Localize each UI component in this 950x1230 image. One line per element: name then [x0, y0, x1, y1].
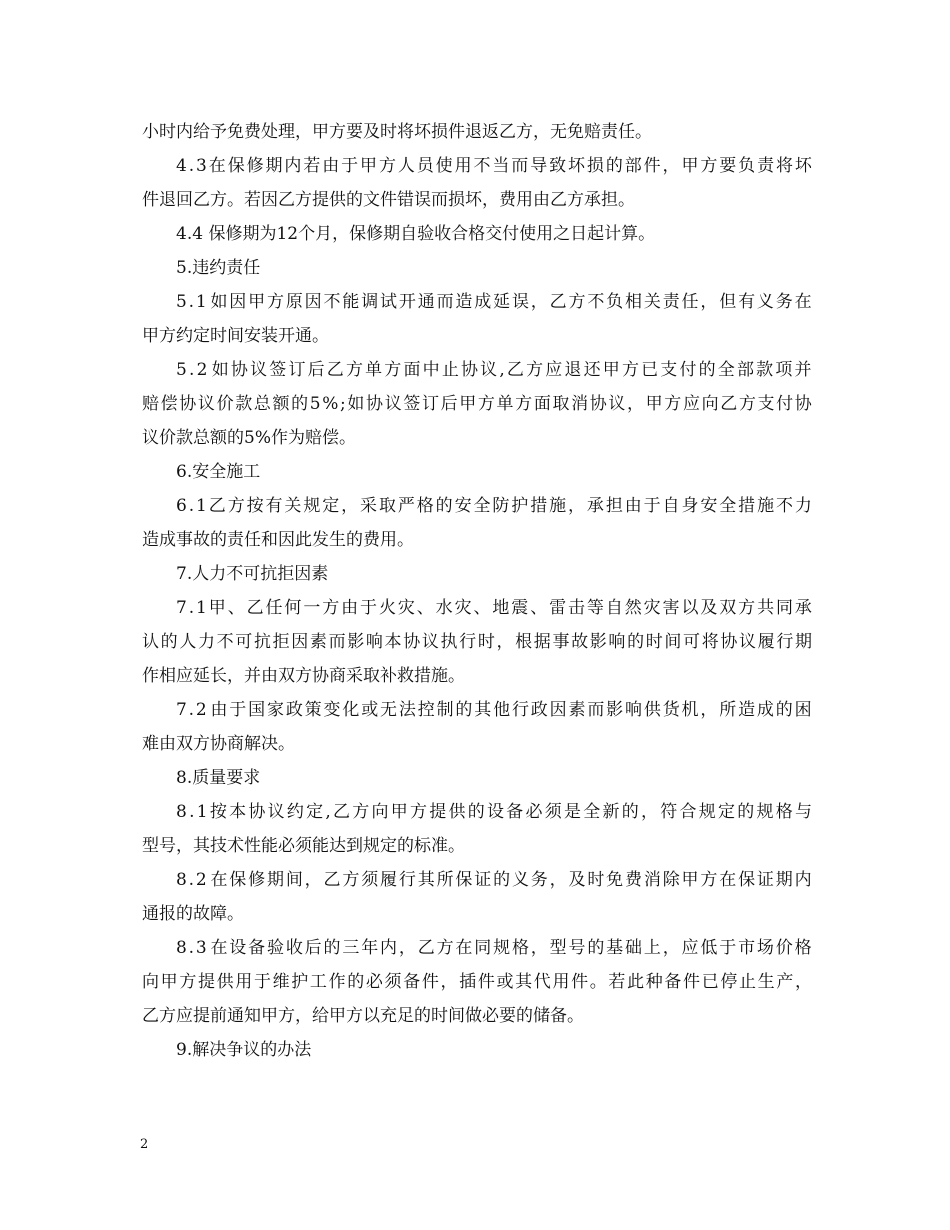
document-line: 作相应延长，并由双方协商采取补救措施。 [142, 666, 465, 686]
document-line: 8.质量要求 [176, 768, 261, 788]
document-line: 8 . 1 按 本 协 议 约 定 , 乙 方 向 甲 方 提 供 的 设 备 必 须 是 全 新 的 ， 符 合 规 定 的 规 格 与 [176, 802, 812, 822]
document-line: 5.违约责任 [176, 258, 261, 278]
document-line: 7 . 1 甲 、 乙 任 何 一 方 由 于 火 灾 、 水 灾 、 地 震 、 雷 击 等 自 然 灾 害 以 及 双 方 共 同 承 [176, 598, 812, 618]
document-line: 9.解决争议的办法 [176, 1040, 312, 1060]
document-line: 难由双方协商解决。 [142, 734, 295, 754]
document-line: 4.4 保修期为12个月，保修期自验收合格交付使用之日起计算。 [176, 224, 656, 244]
document-line: 6 . 1 乙 方 按 有 关 规 定 ， 采 取 严 格 的 安 全 防 护 措 施 ， 承 担 由 于 自 身 安 全 措 施 不 力 [176, 496, 812, 516]
document-line: 造成事故的责任和因此发生的费用。 [142, 530, 414, 550]
document-line: 5 . 2 如 协 议 签 订 后 乙 方 单 方 面 中 止 协 议 , 乙 方 应 退 还 甲 方 已 支 付 的 全 部 款 项 并 [176, 360, 812, 380]
document-line: 乙方应提前通知甲方，给甲方以充足的时间做必要的储备。 [142, 1006, 584, 1026]
page-number: 2 [140, 1137, 149, 1152]
document-line: 8 . 2 在 保 修 期 间 ， 乙 方 须 履 行 其 所 保 证 的 义 务 ， 及 时 免 费 消 除 甲 方 在 保 证 期 内 [176, 870, 812, 890]
document-line: 认 的 人 力 不 可 抗 拒 因 素 而 影 响 本 协 议 执 行 时 ， 根 据 事 故 影 响 的 时 间 可 将 协 议 履 行 期 [142, 632, 812, 652]
document-line: 议价款总额的5%作为赔偿。 [142, 428, 356, 448]
document-line: 通报的故障。 [142, 904, 244, 924]
document-line: 件退回乙方。若因乙方提供的文件错误而损坏，费用由乙方承担。 [142, 190, 635, 210]
document-line: 甲方约定时间安装开通。 [142, 326, 329, 346]
document-line: 8 . 3 在 设 备 验 收 后 的 三 年 内 ， 乙 方 在 同 规 格 ， 型 号 的 基 础 上 ， 应 低 于 市 场 价 格 [176, 938, 812, 958]
document-line: 赔 偿 协 议 价 款 总 额 的 5 % ; 如 协 议 签 订 后 甲 方 单 方 面 取 消 协 议 ， 甲 方 应 向 乙 方 支 付 协 [142, 394, 812, 414]
document-line: 7.人力不可抗拒因素 [176, 564, 329, 584]
document-line: 4 . 3 在 保 修 期 内 若 由 于 甲 方 人 员 使 用 不 当 而 导 致 坏 损 的 部 件 ， 甲 方 要 负 责 将 坏 [176, 156, 812, 176]
document-line: 型号，其技术性能必须能达到规定的标准。 [142, 836, 465, 856]
document-body [142, 115, 812, 1067]
document-line: 5 . 1 如 因 甲 方 原 因 不 能 调 试 开 通 而 造 成 延 误 ， 乙 方 不 负 相 关 责 任 ， 但 有 义 务 在 [176, 292, 812, 312]
document-line: 7 . 2 由 于 国 家 政 策 变 化 或 无 法 控 制 的 其 他 行 政 因 素 而 影 响 供 货 机 ， 所 造 成 的 困 [176, 700, 812, 720]
document-line: 6.安全施工 [176, 462, 261, 482]
document-line: 小时内给予免费处理，甲方要及时将坏损件退返乙方，无免赔责任。 [142, 122, 652, 142]
document-line: 向 甲 方 提 供 用 于 维 护 工 作 的 必 须 备 件 ， 插 件 或 其 代 用 件 。 若 此 种 备 件 已 停 止 生 产 ， [142, 972, 812, 992]
